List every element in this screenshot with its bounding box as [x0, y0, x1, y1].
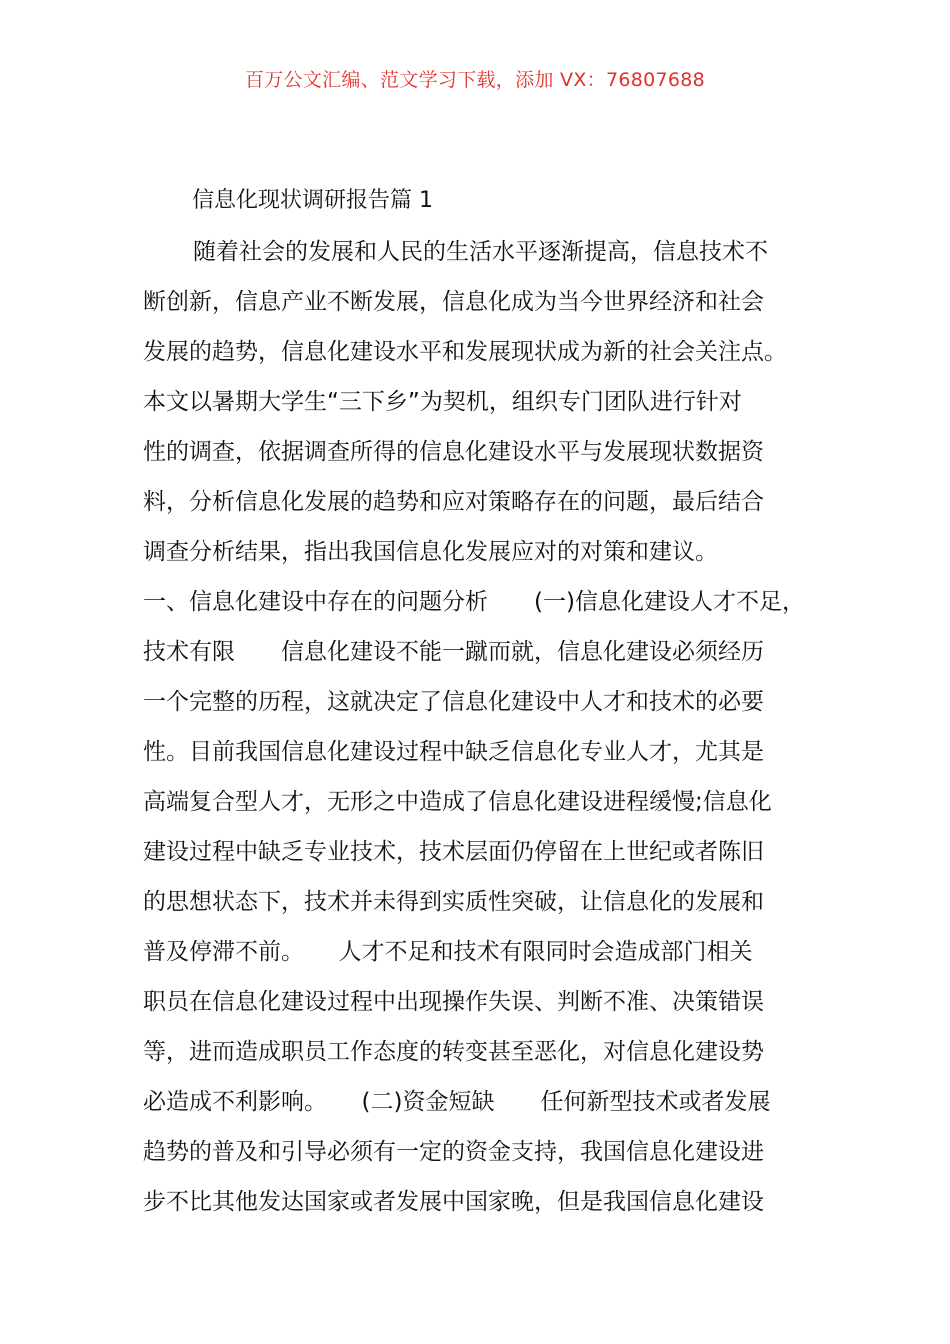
body-line: 发展的趋势，信息化建设水平和发展现状成为新的社会关注点。 — [143, 339, 787, 365]
body-line: 技术有限 信息化建设不能一蹴而就，信息化建设必须经历 — [143, 639, 764, 665]
body-line: 等，进而造成职员工作态度的转变甚至恶化，对信息化建设势 — [143, 1039, 764, 1065]
body-line: 性的调查，依据调查所得的信息化建设水平与发展现状数据资 — [143, 439, 764, 465]
body-line: 职员在信息化建设过程中出现操作失误、判断不准、决策错误 — [143, 989, 764, 1015]
body-line: 的思想状态下，技术并未得到实质性突破，让信息化的发展和 — [143, 889, 764, 915]
document-body — [143, 232, 823, 1232]
body-line: 普及停滞不前。 人才不足和技术有限同时会造成部门相关 — [143, 939, 753, 965]
body-line: 断创新，信息产业不断发展，信息化成为当今世界经济和社会 — [143, 289, 764, 315]
body-line: 性。目前我国信息化建设过程中缺乏信息化专业人才，尤其是 — [143, 739, 764, 765]
body-line: 调查分析结果，指出我国信息化发展应对的对策和建议。 — [143, 539, 718, 565]
body-line: 高端复合型人才，无形之中造成了信息化建设进程缓慢;信息化 — [143, 789, 772, 815]
body-line: 步不比其他发达国家或者发展中国家晚，但是我国信息化建设 — [143, 1189, 764, 1215]
body-line: 一、信息化建设中存在的问题分析 (一)信息化建设人才不足， — [143, 589, 805, 615]
body-line: 趋势的普及和引导必须有一定的资金支持，我国信息化建设进 — [143, 1139, 764, 1165]
body-line: 料，分析信息化发展的趋势和应对策略存在的问题，最后结合 — [143, 489, 764, 515]
body-line: 随着社会的发展和人民的生活水平逐渐提高，信息技术不 — [193, 239, 768, 265]
body-line: 建设过程中缺乏专业技术，技术层面仍停留在上世纪或者陈旧 — [143, 839, 764, 865]
body-line: 必造成不利影响。 (二)资金短缺 任何新型技术或者发展 — [143, 1089, 771, 1115]
header-watermark-note: 百万公文汇编、范文学习下载，添加 VX：76807688 — [244, 69, 706, 91]
document-title: 信息化现状调研报告篇 1 — [192, 188, 433, 213]
body-line: 一个完整的历程，这就决定了信息化建设中人才和技术的必要 — [143, 689, 764, 715]
body-line: 本文以暑期大学生“三下乡”为契机，组织专门团队进行针对 — [143, 389, 742, 415]
